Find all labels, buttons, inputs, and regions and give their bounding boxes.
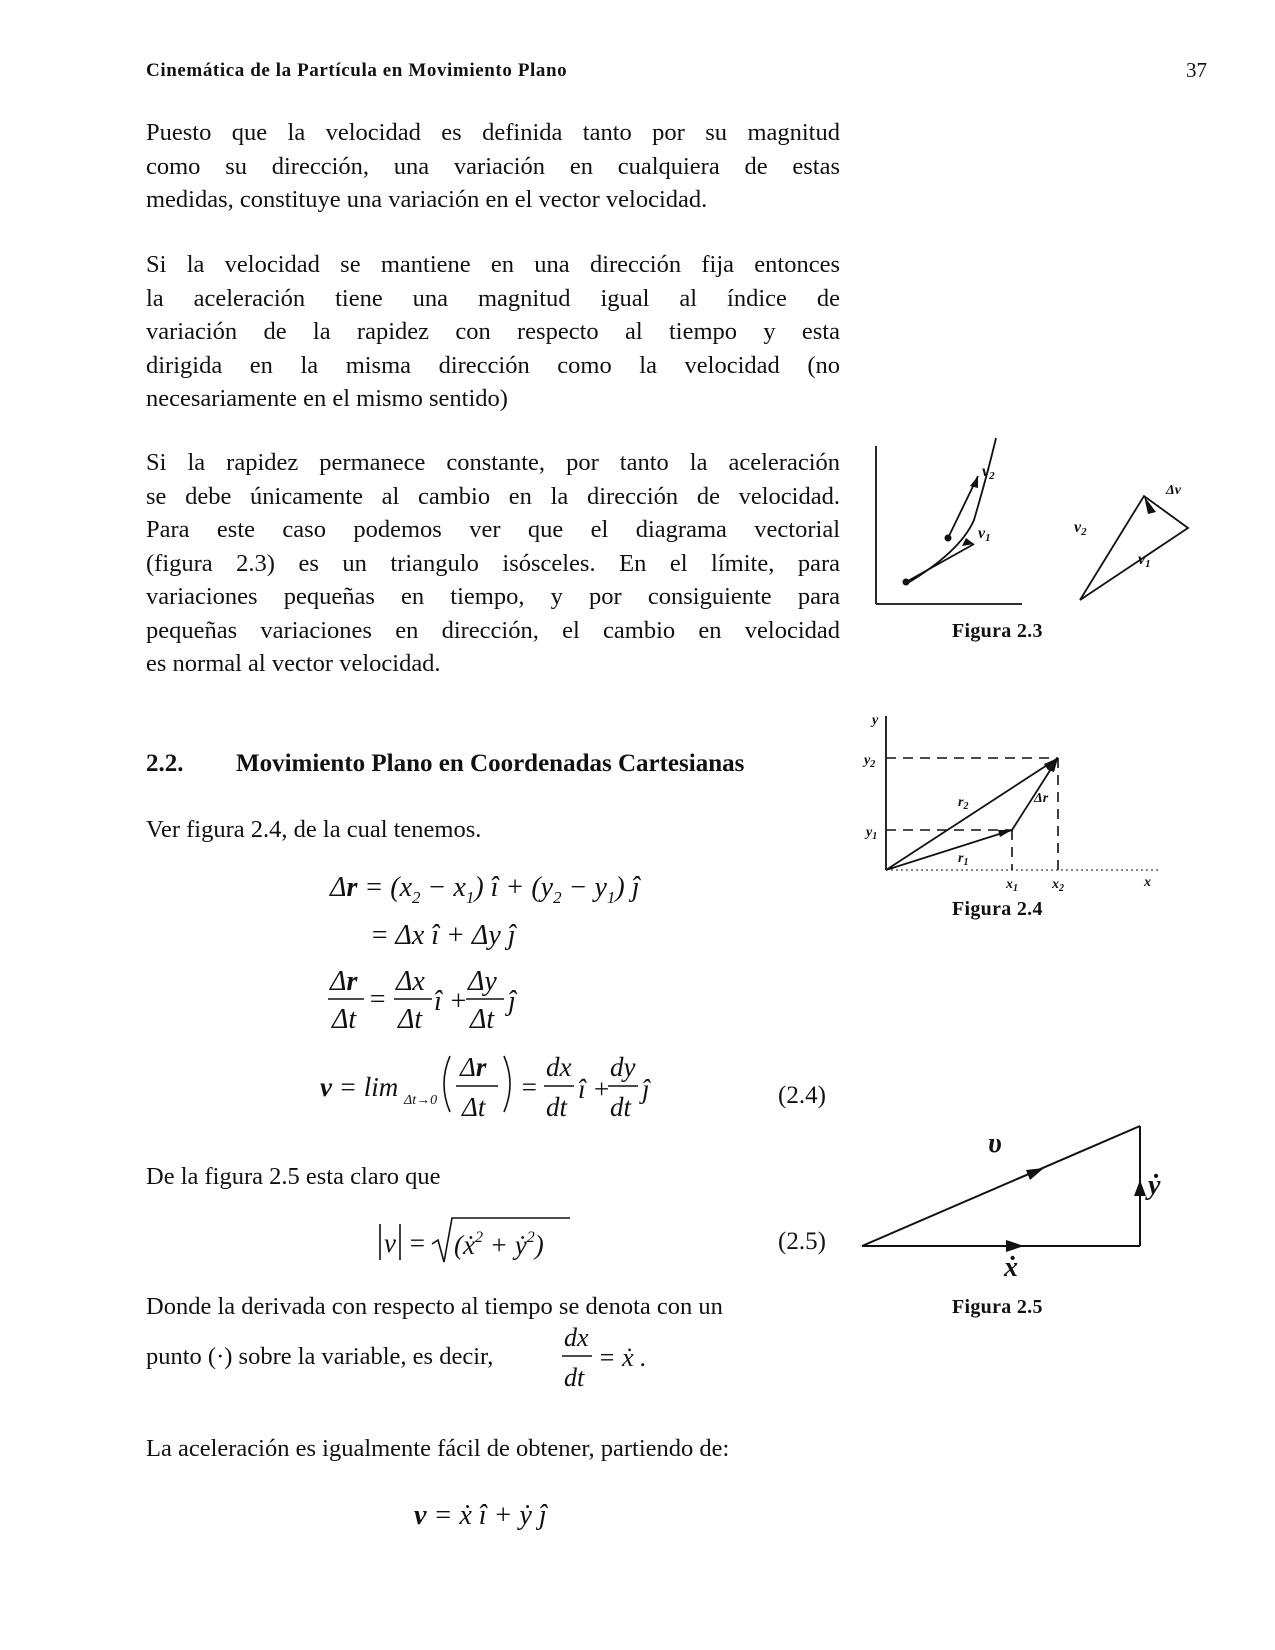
svg-text:= ẋ .: = ẋ . [598, 1343, 647, 1372]
label-v: υ [988, 1128, 1002, 1159]
vector-v1 [906, 544, 974, 582]
svg-text:=: = [408, 1228, 427, 1258]
svg-text:dy: dy [610, 1052, 636, 1082]
paragraph-5 [146, 1160, 840, 1194]
paragraph-line: variación de la rapidez con respecto al tiempo y esta [146, 318, 840, 345]
svg-text:î +: î + [434, 986, 468, 1017]
svg-text:(ẋ2 + ẏ2): (ẋ$^2$ + ẏ$^2$) [454, 1229, 544, 1260]
paragraph-line: Si la rapidez permanece constante, por tanto la aceleración [146, 449, 840, 476]
section-number: 2.2. [146, 750, 184, 777]
svg-text:Δr: Δr [330, 966, 358, 997]
label-x1: $x_1$ [1006, 877, 1018, 892]
figure-2-5 [854, 1110, 1174, 1280]
svg-text:=: = [520, 1072, 539, 1102]
label-xdot: ẋ [1004, 1252, 1018, 1280]
paragraph-line: (figura 2.3) es un triangulo isósceles. En el límite, para [146, 549, 840, 577]
arrowhead-ydot [1134, 1180, 1146, 1196]
paragraph-line: medidas, constituye una variación en el vector velocidad. [146, 186, 708, 213]
label-r1: $r_1$ [958, 851, 969, 868]
label-v2: v2 [982, 463, 995, 482]
label-ydot: ẏ [1148, 1170, 1161, 1201]
label-v2-triangle: v2 [1074, 519, 1087, 538]
equation-delta-r [300, 862, 720, 1032]
svg-text:Δr: Δr [460, 1052, 487, 1082]
paragraph-6-line-2 [146, 1340, 493, 1374]
svg-text:dt: dt [564, 1363, 585, 1392]
trajectory-curve [906, 438, 996, 584]
paragraph-line: Puesto que la velocidad es definida tanto por su magnitud [146, 119, 840, 146]
vector-triangle [1080, 496, 1188, 600]
label-delta-v: Δv [1166, 483, 1181, 498]
paragraph-line: pequeñas variaciones en dirección, el cambio en velocidad [146, 616, 840, 644]
equation-number-2-4: (2.4) [778, 1082, 826, 1109]
svg-text:dx: dx [564, 1323, 589, 1352]
running-header: Cinemática de la Partícula en Movimiento Plano [146, 60, 568, 81]
svg-text:= Δx î + Δy ĵ: = Δx î + Δy ĵ [370, 920, 516, 951]
svg-text:Δt: Δt [332, 1004, 357, 1032]
svg-text:ĵ: ĵ [642, 1074, 650, 1104]
svg-text:Δt: Δt [398, 1004, 423, 1032]
label-r2: $r_2$ [958, 795, 969, 812]
label-delta-r: Δr [1034, 791, 1049, 806]
label-x2: $x_2$ [1052, 877, 1064, 892]
equation-speed-magnitude [370, 1210, 590, 1270]
paragraph-line: dirigida en la misma dirección como la velocidad (no [146, 351, 840, 379]
svg-text:v: v [384, 1228, 396, 1258]
svg-text:dt: dt [610, 1092, 632, 1122]
svg-text:Δr = (x2 − x1) î + (y2 − y1) ĵ: $\Delta r = (x_2 - x_1)$ î + $(y_2 - y_1)$ ĵ [330, 872, 640, 907]
page-number: 37 [1186, 58, 1207, 82]
label-x-axis: x [1144, 875, 1151, 890]
figure-2-5-caption: Figura 2.5 [952, 1296, 1043, 1318]
svg-text:ĵ: ĵ [508, 986, 516, 1017]
paragraph-line: punto (·) sobre la variable, es decir, [146, 1343, 494, 1370]
vector-r1 [886, 830, 1012, 870]
paragraph-line: Para este caso podemos ver que el diagrama vectorial [146, 516, 840, 543]
paragraph-7 [146, 1432, 840, 1466]
paragraph-line: Donde la derivada con respecto al tiempo se denota con un [146, 1293, 723, 1320]
svg-text:Δt→0: Δt→0 [404, 1093, 438, 1108]
paragraph-line: es normal al vector velocidad. [146, 650, 441, 677]
equation-xdot-definition [556, 1318, 666, 1398]
label-y-axis: y [872, 713, 879, 728]
equation-velocity-components [410, 1488, 610, 1538]
paragraph-line: Si la velocidad se mantiene en una dirección fija entonces [146, 251, 840, 278]
paragraph-line: como su dirección, una variación en cualquiera de estas [146, 152, 840, 180]
label-v1: v1 [978, 525, 991, 544]
paragraph-6 [146, 1290, 840, 1324]
figure-2-4 [858, 712, 1178, 892]
svg-text:dx: dx [546, 1052, 572, 1082]
section-title: Movimiento Plano en Coordenadas Cartesianas [236, 750, 745, 777]
arrowhead-dv [1144, 496, 1156, 514]
paragraph-line: la aceleración tiene una magnitud igual al índice de [146, 284, 840, 312]
svg-text:dt: dt [546, 1092, 568, 1122]
svg-text:v = lim: v = lim [320, 1072, 399, 1102]
paragraph-line: La aceleración es igualmente fácil de obtener, partiendo de: [146, 1435, 730, 1462]
svg-text:Δt: Δt [462, 1092, 486, 1122]
arrowhead-v2 [970, 476, 978, 488]
vector-r2 [886, 758, 1058, 870]
paragraph-line: necesariamente en el mismo sentido) [146, 385, 508, 412]
svg-text:=: = [368, 984, 387, 1015]
arrowhead-v [1026, 1168, 1044, 1180]
svg-text:Δy: Δy [468, 966, 497, 997]
svg-text:î +: î + [578, 1074, 611, 1104]
section-heading [146, 750, 744, 778]
equation-number-2-5: (2.5) [778, 1228, 826, 1255]
arrowhead-r1 [998, 830, 1012, 837]
paragraph-4 [146, 813, 840, 847]
figure-2-3-caption: Figura 2.3 [952, 620, 1043, 642]
paragraph-line: De la figura 2.5 esta claro que [146, 1163, 441, 1190]
paragraph-1 [146, 116, 840, 217]
svg-text:Δx: Δx [396, 966, 425, 997]
label-y1: $y_1$ [866, 825, 878, 842]
arrowhead-xdot [1006, 1240, 1024, 1252]
svg-text:v = ẋ î + ẏ ĵ: v = ẋ î + ẏ ĵ [414, 1500, 547, 1531]
svg-text:Δt: Δt [470, 1004, 495, 1032]
equation-velocity-limit [300, 1040, 840, 1130]
paragraph-2 [146, 248, 840, 416]
paragraph-3 [146, 446, 840, 681]
label-y2: $y_2$ [864, 753, 876, 770]
figure-2-4-caption: Figura 2.4 [952, 898, 1043, 920]
paragraph-line: Ver figura 2.4, de la cual tenemos. [146, 816, 482, 843]
paragraph-line: variaciones pequeñas en tiempo, y por consiguiente para [146, 583, 840, 610]
figure-2-3 [870, 432, 1200, 612]
label-v1-triangle: v1 [1138, 551, 1151, 570]
paragraph-line: se debe únicamente al cambio en la dirección de velocidad. [146, 482, 840, 510]
